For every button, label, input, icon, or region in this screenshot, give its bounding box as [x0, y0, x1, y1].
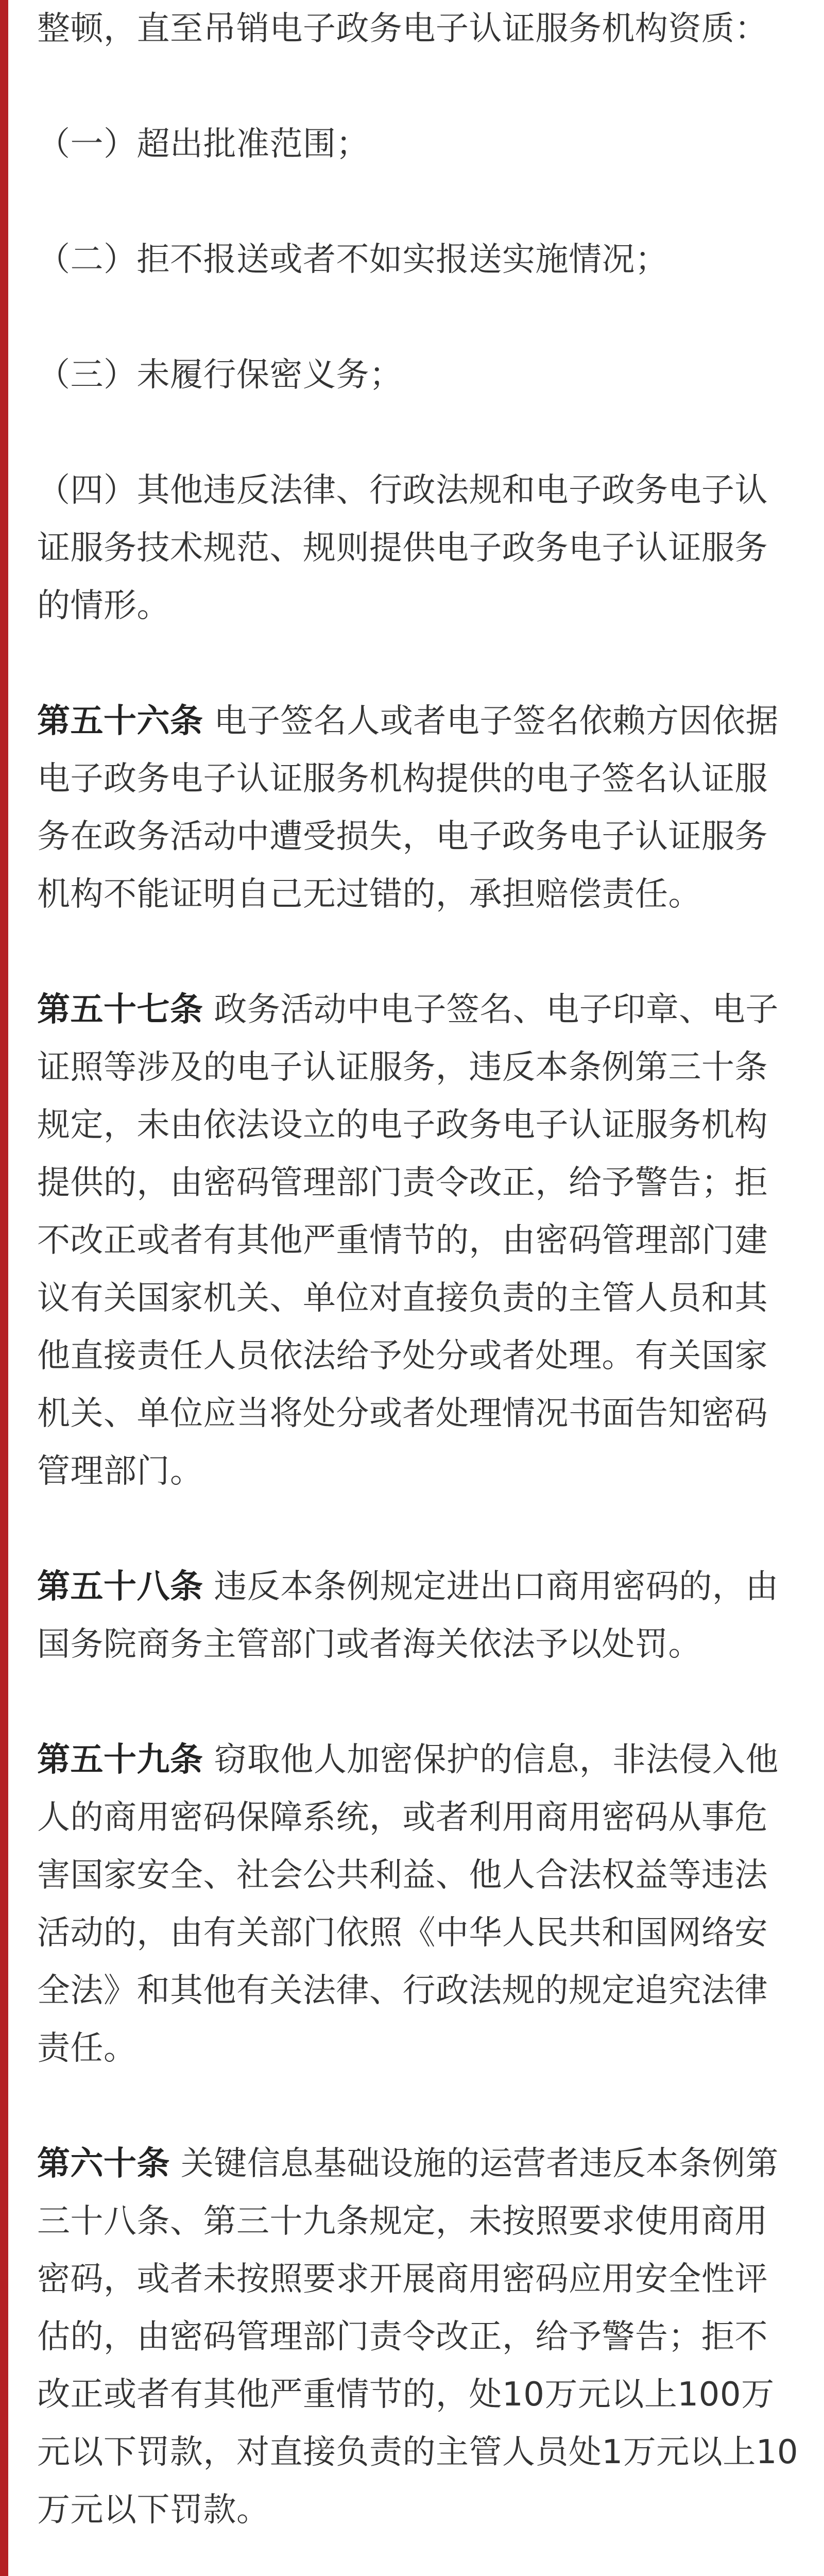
- left-accent-bar: [0, 0, 8, 2576]
- list-item-text: （二）拒不报送或者不如实报送实施情况；: [37, 241, 668, 279]
- spacer: [37, 1500, 799, 1558]
- spacer: [37, 173, 799, 231]
- article-text: 政务活动中电子签名、电子印章、电子证照等涉及的电子认证服务，违反本条例第三十条规定，未由依法设立的电子政务电子认证服务机构提供的，由密码管理部门责令改正，给予警告；拒不改正或者有其他严重情节的，由密码管理部门建议有关国家机关、单位对直接负责的主管人员和其他直接责任人员依法给予处分或者处理。有关国家机关、单位应当将处分或者处理情况书面告知密码管理部门。: [37, 991, 779, 1490]
- article-text: 关键信息基础设施的运营者违反本条例第三十八条、第三十九条规定，未按照要求使用商用密码，或者未按照要求开展商用密码应用安全性评估的，由密码管理部门责令改正，给予警告；拒不改正或者有其他严重情节的，处10万元以上100万元以下罚款，对直接负责的主管人员处1万元以上10万元以下罚款。: [37, 2145, 799, 2529]
- article-59: [37, 1731, 799, 2077]
- spacer: [37, 58, 799, 115]
- article-title: 第六十条: [37, 2145, 170, 2183]
- paragraph-text: 整顿，直至吊销电子政务电子认证服务机构资质：: [37, 10, 768, 48]
- list-item-1: [37, 115, 799, 173]
- article-text: 电子签名人或者电子签名依赖方因依据电子政务电子认证服务机构提供的电子签名认证服务在政务活动中遭受损失，电子政务电子认证服务机构不能证明自己无过错的，承担赔偿责任。: [37, 702, 779, 913]
- spacer: [37, 1673, 799, 1731]
- document-body: [37, 0, 799, 2576]
- article-text: 违反本条例规定进出口商用密码的，由国务院商务主管部门或者海关依法予以处罚。: [37, 1568, 779, 1664]
- article-title: 第五十七条: [37, 991, 203, 1029]
- spacer: [37, 404, 799, 462]
- article-text: 窃取他人加密保护的信息，非法侵入他人的商用密码保障系统，或者利用商用密码从事危害国家安全、社会公共利益、他人合法权益等违法活动的，由有关部门依照《中华人民共和国网络安全法》和其他有关法律、行政法规的规定追究法律责任。: [37, 1741, 779, 2067]
- article-title: 第五十九条: [37, 1741, 203, 1779]
- spacer: [37, 2539, 799, 2576]
- spacer: [37, 635, 799, 692]
- article-56: [37, 692, 799, 923]
- list-item-3: [37, 346, 799, 404]
- paragraph-intro: [37, 0, 799, 58]
- article-58: [37, 1558, 799, 1673]
- article-title: 第五十八条: [37, 1568, 203, 1606]
- list-item-text: （四）其他违反法律、行政法规和电子政务电子认证服务技术规范、规则提供电子政务电子认证服务的情形。: [37, 471, 768, 625]
- list-item-2: [37, 231, 799, 289]
- article-title: 第五十六条: [37, 702, 203, 740]
- article-60: [37, 2135, 799, 2539]
- spacer: [37, 923, 799, 981]
- list-item-text: （一）超出批准范围；: [37, 125, 369, 163]
- spacer: [37, 2077, 799, 2135]
- spacer: [37, 289, 799, 346]
- article-57: [37, 981, 799, 1500]
- list-item-text: （三）未履行保密义务；: [37, 356, 403, 394]
- list-item-4: [37, 462, 799, 635]
